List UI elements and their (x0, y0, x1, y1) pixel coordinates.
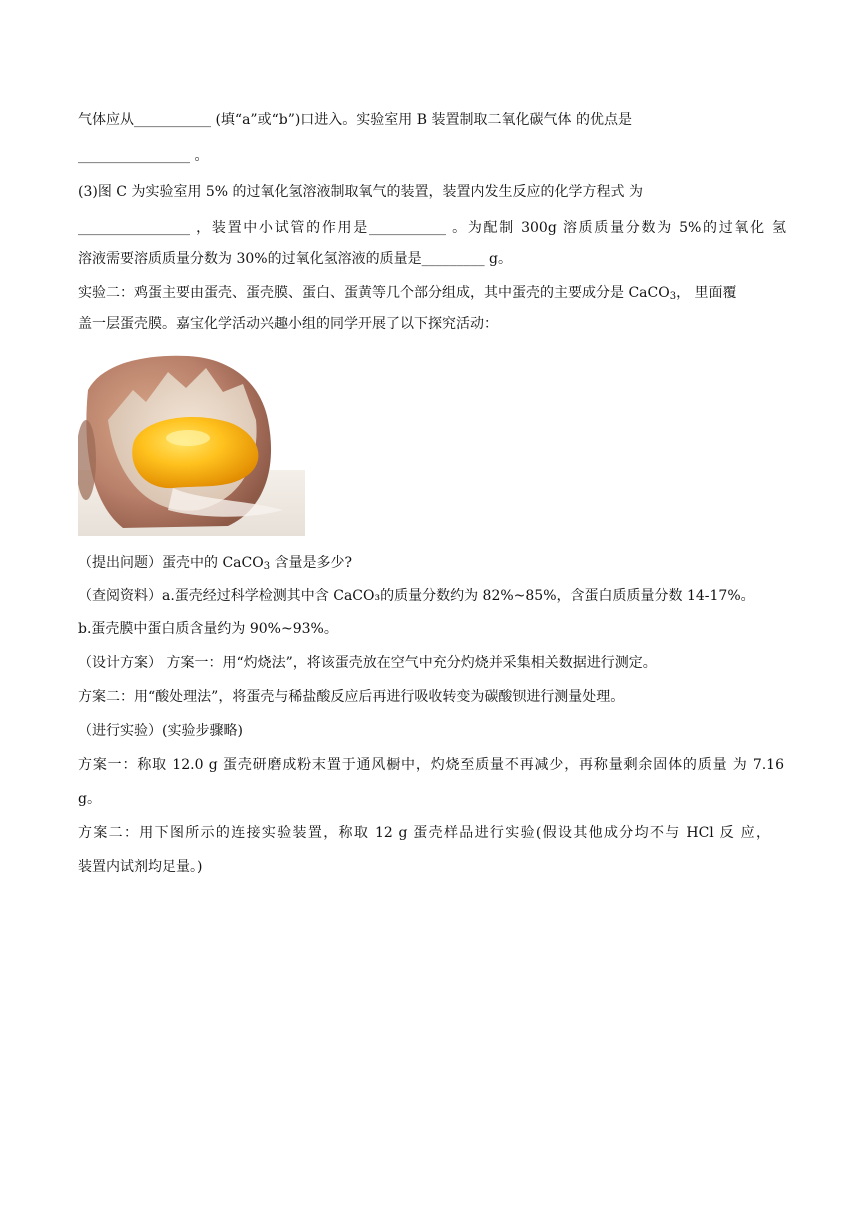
text-line-3: (3)图 C 为实验室用 5% 的过氧化氢溶液制取氧气的装置，装置内发生反应的化学方程式 为 (78, 184, 644, 200)
text-line-14: 方案一：称取 12.0 g 蛋壳研磨成粉末置于通风橱中，灼烧至质量不再减少，再称量剩余固体的质量 为 7.16 (78, 757, 784, 773)
text-line-5: 溶液需要溶质质量分数为 30%的过氧化氢溶液的质量是_________ g。 (78, 251, 512, 267)
text-line-6-part-a: 实验二：鸡蛋主要由蛋壳、蛋壳膜、蛋白、蛋黄等几个部分组成，其中蛋壳的主要成分是 CaCO (78, 285, 670, 301)
subscript: 3 (263, 561, 271, 572)
text-line-9: （查阅资料）a.蛋壳经过科学检测其中含 CaCO₃的质量分数约为 82%~85%，含蛋白质质量分数 14-17%。 (78, 588, 755, 604)
text-line-15: g。 (78, 791, 101, 807)
text-line-4: ________________ ，装置中小试管的作用是___________ 。为配制 300g 溶质质量分数为 5%的过氧化 氢 (78, 220, 786, 236)
text-line-10: b.蛋壳膜中蛋白质含量约为 90%~93%。 (78, 621, 338, 637)
text-line-17: 装置内试剂均足量。) (78, 859, 203, 875)
text-line-8 (78, 554, 786, 572)
text-line-8-part-a: （提出问题）蛋壳中的 CaCO (78, 555, 264, 571)
text-line-8-part-b: 含量是多少? (270, 555, 353, 571)
text-line-1: 气体应从___________ (填“a”或“b”)口进入。实验室用 B 装置制取二氧化碳气体 的优点是 (78, 112, 632, 128)
text-line-7: 盖一层蛋壳膜。嘉宝化学活动兴趣小组的同学开展了以下探究活动： (78, 316, 498, 332)
text-line-12: 方案二：用“酸处理法”，将蛋壳与稀盐酸反应后再进行吸收转变为碳酸钡进行测量处理。 (78, 689, 625, 705)
text-line-6 (78, 284, 786, 302)
text-line-6-part-b: ， 里面覆 (676, 285, 737, 301)
text-line-13: （进行实验）(实验步骤略) (78, 723, 243, 739)
text-line-11: （设计方案） 方案一：用“灼烧法”，将该蛋壳放在空气中充分灼烧并采集相关数据进行测定。 (78, 655, 657, 671)
text-line-16: 方案二：用下图所示的连接实验装置，称取 12 g 蛋壳样品进行实验(假设其他成分均不与 HCl 反 应， (78, 825, 770, 841)
subscript: 3 (669, 291, 677, 302)
text-line-2: ________________ 。 (78, 148, 209, 164)
egg-yolk-photo (78, 350, 305, 536)
